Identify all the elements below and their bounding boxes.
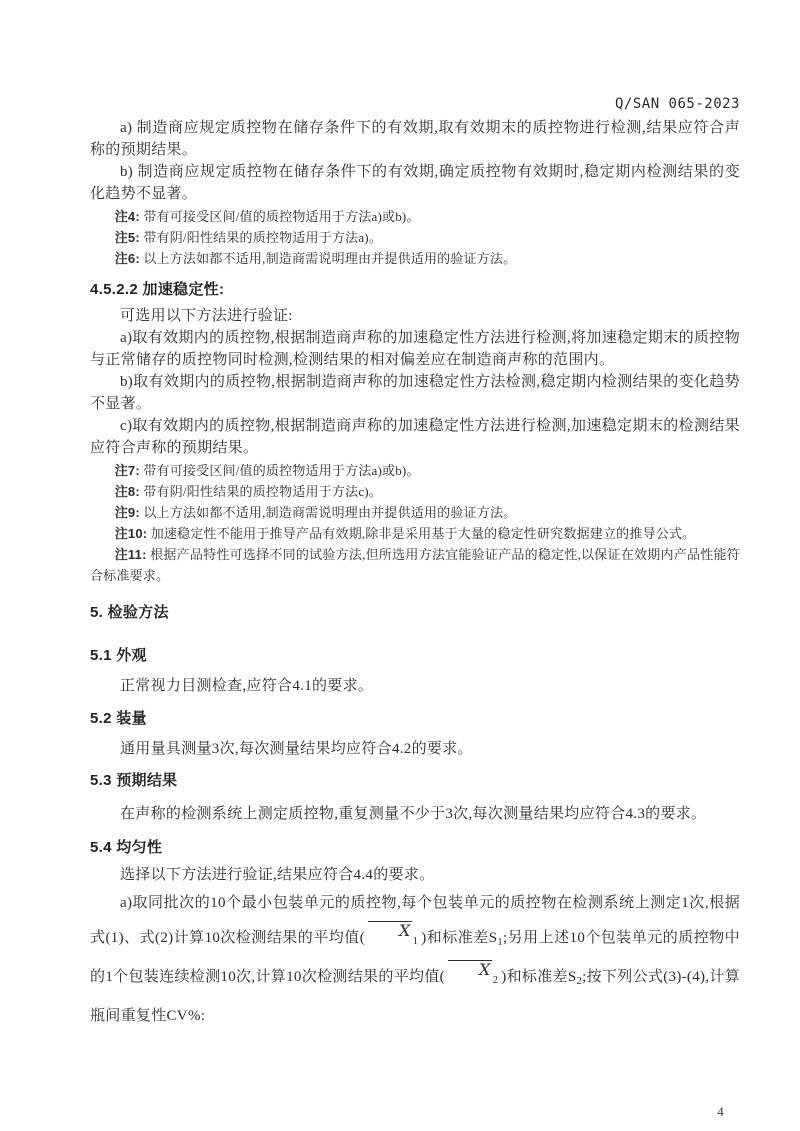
notes-4-6: [90, 206, 740, 269]
paragraph-acc-c: c)取有效期内的质控物,根据制造商声称的加速稳定性方法进行检测,加速稳定期末的检测结果应符合声称的预期结果。: [90, 418, 740, 456]
paragraph-acc-a: a)取有效期内的质控物,根据制造商声称的加速稳定性方法进行检测,将加速稳定期末的质控物与正常储存的质控物同时检测,检测结果的相对偏差应在制造商声称的范围内。: [90, 330, 740, 368]
notes-7-11: [90, 460, 740, 586]
heading-section-5: 5. 检验方法: [90, 604, 169, 621]
heading-4-5-2-2: 4.5.2.2 加速稳定性:: [90, 281, 225, 298]
note-8-label: 注8:: [114, 484, 140, 499]
formula-text-tail: ;按下列公式(3)-(4),计算瓶间重复性CV%:: [90, 969, 740, 1024]
note-7: [90, 460, 740, 481]
note-6: [90, 248, 740, 269]
formula-text-mid2: ;另用上述10个包装单元的质控物中的1个包装连续检测10次,计算10次检测结果的平均值(: [90, 930, 740, 985]
xbar-1-symbol: X: [369, 921, 411, 939]
note-10-label: 注10:: [114, 526, 148, 541]
formula-text-lead: a)取同批次的10个最小包装单元的质控物,每个包装单元的质控物在检测系统上测定1次,根据式(1)、式(2)计算10次检测结果的平均值(: [90, 895, 740, 946]
note-7-label: 注7:: [114, 463, 140, 478]
paragraph-acc-intro: 可选用以下方法进行验证:: [120, 308, 293, 324]
paragraph-acc-b: b)取有效期内的质控物,根据制造商声称的加速稳定性方法检测,稳定期内检测结果的变化趋势不显著。: [90, 374, 740, 412]
note-11-label: 注11:: [114, 547, 147, 562]
formula-text-mid1: )和标准差S: [421, 930, 498, 946]
note-9-label: 注9:: [114, 505, 140, 520]
paragraph-5-4-intro: 选择以下方法进行验证,结果应符合4.4的要求。: [120, 867, 435, 883]
xbar-2-symbol: X: [449, 960, 491, 978]
heading-5-3: 5.3 预期结果: [90, 772, 178, 789]
note-11: [90, 544, 740, 586]
s1-subscript: 1: [497, 937, 503, 948]
note-10-text: 加速稳定性不能用于推导产品有效期,除非是采用基于大量的稳定性研究数据建立的推导公式。: [150, 526, 696, 541]
page-number: 4: [717, 1104, 724, 1119]
formula-text-mid3: )和标准差S: [501, 969, 577, 985]
note-6-label: 注6:: [114, 251, 140, 266]
note-8: [90, 481, 740, 502]
note-9: [90, 502, 740, 523]
xbar-2-subscript: 2: [492, 975, 499, 986]
note-11-text: 根据产品特性可选择不同的试验方法,但所选用方法宜能验证产品的稳定性,以保证在效期内产品性能符合标准要求。: [90, 547, 740, 583]
note-8-text: 带有阴/阳性结果的质控物适用于方法c)。: [143, 484, 383, 499]
note-7-text: 带有可接受区间/值的质控物适用于方法a)或b)。: [143, 463, 420, 478]
note-9-text: 以上方法如都不适用,制造商需说明理由并提供适用的验证方法。: [143, 505, 517, 520]
s2-subscript: 2: [576, 976, 583, 987]
paragraph-5-2: 通用量具测量3次,每次测量结果均应符合4.2的要求。: [120, 741, 473, 757]
paragraph-5-3: 在声称的检测系统上测定质控物,重复测量不少于3次,每次测量结果均应符合4.3的要求。: [120, 806, 707, 822]
heading-5-2: 5.2 装量: [90, 710, 147, 727]
paragraph-rt-a: a) 制造商应规定质控物在储存条件下的有效期,取有效期末的质控物进行检测,结果应符合声称的预期结果。: [90, 120, 740, 158]
paragraph-rt-b: b) 制造商应规定质控物在储存条件下的有效期,确定质控物有效期时,稳定期内检测结果的变化趋势不显著。: [90, 164, 740, 202]
note-5-label: 注5:: [114, 230, 140, 245]
heading-5-1: 5.1 外观: [90, 647, 147, 664]
xbar-1-subscript: 1: [412, 936, 419, 947]
heading-5-4: 5.4 均匀性: [90, 839, 163, 856]
note-6-text: 以上方法如都不适用,制造商需说明理由并提供适用的验证方法。: [143, 251, 517, 266]
note-5-text: 带有阴/阳性结果的质控物适用于方法a)。: [143, 230, 383, 245]
note-5: [90, 227, 740, 248]
note-4-label: 注4:: [114, 209, 140, 224]
note-10: [90, 523, 740, 544]
doc-number: Q/SAN 065-2023: [614, 96, 740, 112]
note-4: [90, 206, 740, 227]
paragraph-5-4-method-a: [90, 886, 740, 1034]
note-4-text: 带有可接受区间/值的质控物适用于方法a)或b)。: [143, 209, 420, 224]
paragraph-5-1: 正常视力目测检查,应符合4.1的要求。: [120, 678, 374, 694]
